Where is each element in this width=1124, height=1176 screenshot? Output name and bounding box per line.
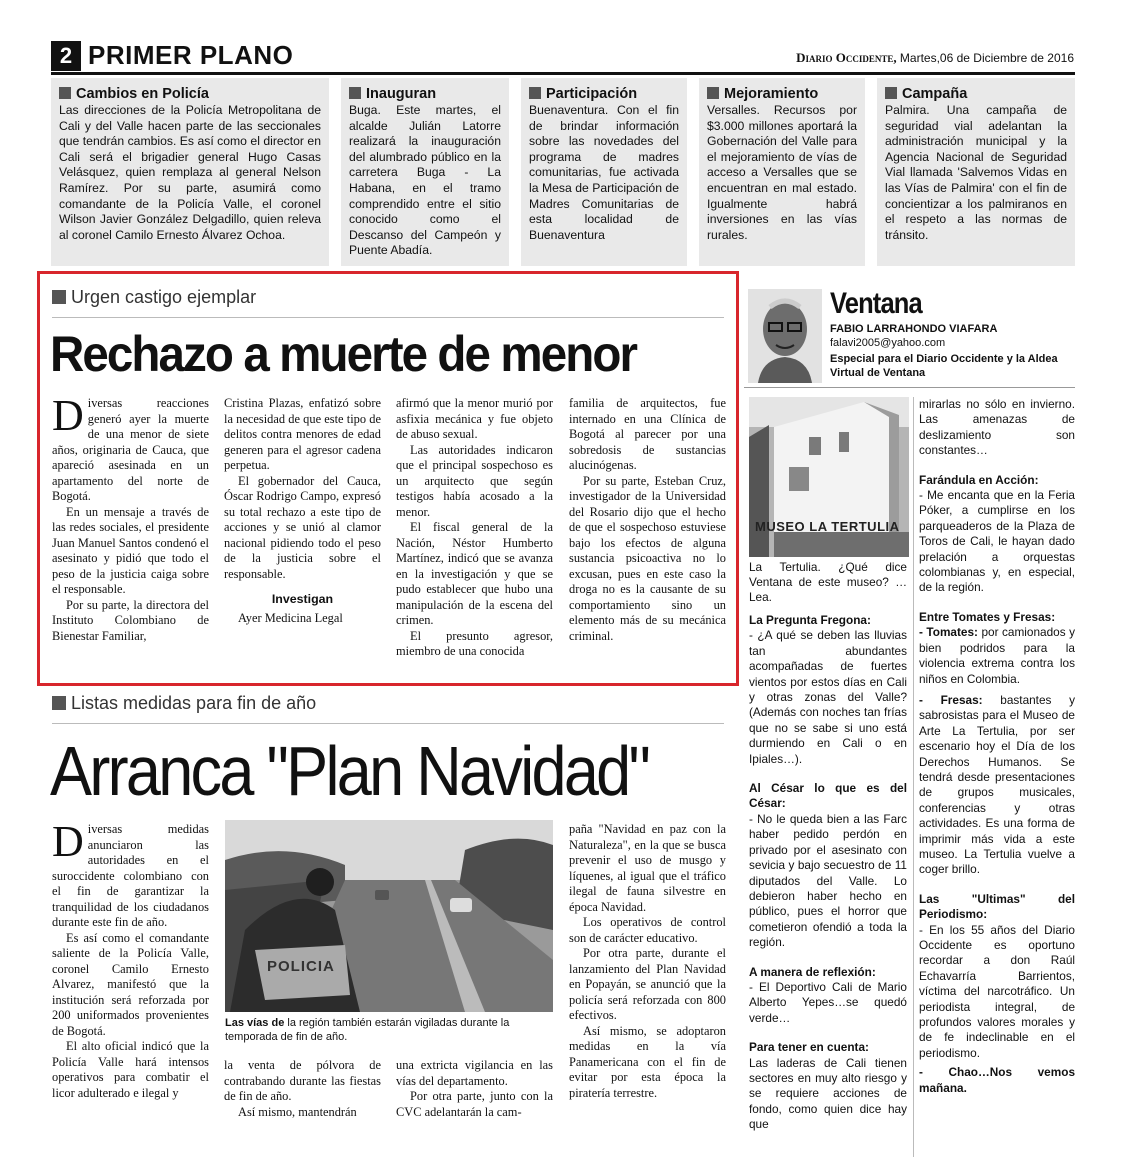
author-email: falavi2005@yahoo.com — [830, 337, 946, 349]
brief-text: Las direcciones de la Policía Metropolitana de Cali y del Valle hacen parte de las seccionales que tendrán cambios. Es así como el director en Cali será el brigadier general Hugo Casas Velásquez, quien remplaza al general Nelson Ramírez. Por su parte, asumirá como comandante de la Policía Valle, el coronel Wilson Javier González Delgadillo, quien releva al coronel Camilo Ernesto Álvarez Ochoa. — [59, 103, 321, 242]
bullet-square-icon — [52, 290, 66, 304]
brief-title: Cambios en Policía — [76, 86, 209, 102]
bullet-square-icon — [52, 696, 66, 710]
brief-text: Palmira. Una campaña de seguridad vial adelantan la administración municipal y la Agencia Nacional de Seguridad Vial llamada 'Salvemos Vidas en las Vías de Palmira' con el fin de concientizar a los palmiranos en el respeto a las normas de tránsito. — [885, 103, 1067, 242]
article1-kicker: Urgen castigo ejemplar — [52, 287, 256, 308]
museum-photo — [749, 397, 909, 557]
article2-col2: la venta de pólvora de contrabando durante las fiestas de fin de año. Así mismo, mantendrán — [224, 1058, 381, 1119]
article1-subhead: Investigan — [271, 592, 334, 606]
bullet-square-icon — [349, 87, 361, 99]
drop-cap: D — [52, 817, 84, 866]
article1-col3: afirmó que la menor murió por asfixia mecánica y fue objeto de abuso sexual. Las autoridades indicaron que el principal sospechoso es un arquitecto que según testigos había acosado a la menor. El fiscal general de la Nación, Néstor Humberto Martínez, indicó que se avanza en la investigación y que se pudo establecer que hubo una manipulación de la escena del crimen. El presunto agresor, miembro de una conocida — [396, 396, 553, 658]
article2-headline: Arranca "Plan Navidad" — [50, 732, 649, 810]
kicker-rule — [52, 317, 724, 318]
drop-cap: D — [52, 391, 84, 440]
article1-col4: familia de arquitectos, fue internado en una Clínica de Bogotá al parecer por una sobredosis de sustancias alucinógenas. Por su parte, Esteban Cruz, investigador de la Universidad del Rosario dijo que el hecho de que el sospechoso estuviese bajo los efectos de alguna sustancia psicoactiva no lo excusan, pues en este caso la droga no es la causante de su comportamiento sino un elemento más de su mecánica criminal. — [569, 396, 726, 643]
brief-cambios — [51, 78, 329, 266]
paper-name: Diario Occidente, — [796, 50, 897, 65]
brief-text: Versalles. Recursos por $3.000 millones aportará la Gobernación del Valle para el mejoramiento de vías de acceso a Versalles que se encuentran en mal estado. Igualmente habrá inversiones en las vías rurales. — [707, 103, 857, 242]
author-avatar-icon — [748, 289, 822, 383]
kicker-rule — [52, 723, 724, 724]
photo-caption: Las vías de la región también estarán vigiladas durante la temporada de fin de año. — [225, 1017, 510, 1043]
author-portrait — [748, 289, 822, 383]
brief-title: Participación — [546, 86, 638, 102]
article2-kicker: Listas medidas para fin de año — [52, 693, 316, 714]
bullet-square-icon — [707, 87, 719, 99]
column-divider — [913, 397, 914, 1157]
article1-col2: Cristina Plazas, enfatizó sobre la necesidad de que este tipo de delitos contra menores de edad generen para el agresor cadena perpetua. El gobernador del Cauca, Óscar Rodrigo Campo, expresó su total rechazo a este tipo de acciones y se unió al clamor nacional pidiendo todo el peso de la justicia sobre el responsable. Investigan Ayer Medicina Legal — [224, 396, 381, 625]
section-title: PRIMER PLANO — [88, 40, 294, 70]
ventana-right-col: mirarlas no sólo en invierno. Las amenazas de deslizamiento son constantes… Farándula en Acción: - Me encanta que en la Feria Póker, a cumplirse en los parqueaderos de la Plaza de Toros de Cali, le hayan dado prelación a orquestas colombianas y, en especial, de la región. Entre Tomates y Fresas: - Tomates: por camionados y bien podridos para la violencia extrema contra los niños en Colombia. - Fresas: bastantes y sabrosistas para el Museo de Arte La Tertulia, por ser escenario hoy el Día de los Derechos Humanos. Se tendrá desde presentaciones de grupos musicales, conferencias y otras actividades. Es una forma de imprimir más vida a este museo. La Tertulia vuelve a coger brillo. Las "Ultimas" del Periodismo: - En los 55 años del Diario Occidente es oportuno recordar a don Raúl Echavarría Barrientos, víctima del narcotráfico. Un periodista integral, de profundos valores morales y de fe indeclinable en el periodismo. - Chao…Nos vemos mañana. — [919, 397, 1075, 1095]
header-rule — [51, 72, 1075, 75]
brief-campana — [877, 78, 1075, 266]
page-number: 2 — [59, 43, 73, 68]
bullet-square-icon — [885, 87, 897, 99]
museum-caption: La Tertulia. ¿Qué dice Ventana de este museo? …Lea. — [749, 560, 907, 604]
brief-inauguran — [341, 78, 509, 266]
article1-col1: Diversas reacciones generó ayer la muerte de una menor de siete años, originaria de Cauca, que apareció asesinada en un apartamento del norte de Bogotá. En un mensaje a través de las redes sociales, el presidente Juan Manuel Santos condenó el asesinato y pidió que todo el peso de la justicia caiga sobre el responsable. Por su parte, la directora del Instituto Colombiano de Bienestar Familiar, — [52, 391, 209, 643]
brief-title: Campaña — [902, 86, 968, 102]
road-scene-icon — [225, 820, 553, 1012]
ventana-left-col: La Pregunta Fregona: - ¿A qué se deben las lluvias tan abundantes acompañadas de fuertes vientos por estos días en Cali y otras zonas del Valle? (Además con noches tan frías que no se sabe si uno está durmiendo en Cali o en Ipiales…). Al César lo que es del César: - No le queda bien a las Farc haber pedido perdón en privado por el asesinato con sevicia y bajo secuestro de 11 diputados del Valle. Lo debieron haber hecho en público, pues el horror que cometieron ofendió a toda la región. A manera de reflexión: - El Deportivo Cali de Mario Alberto Yepes…se quedó verde… Para tener en cuenta: Las laderas de Cali tienen sectores en muy alto riesgo y se requiere acciones de fondo, como quien dice hay que — [749, 613, 907, 1132]
article1-headline: Rechazo a muerte de menor — [50, 326, 637, 382]
vest-text: POLICIA — [267, 958, 335, 975]
bullet-square-icon — [529, 87, 541, 99]
column-name: Ventana — [830, 287, 922, 320]
brief-participacion — [521, 78, 687, 266]
brief-title: Mejoramiento — [724, 86, 819, 102]
masthead-line — [796, 50, 1074, 66]
article2-col3: una extricta vigilancia en las vías del departamento. Por otra parte, junto con la CVC adelantarán la cam- — [396, 1058, 553, 1119]
issue-date: Martes,06 de Diciembre de 2016 — [899, 51, 1074, 65]
brief-title: Inauguran — [366, 86, 437, 102]
ventana-header — [744, 285, 1075, 388]
bullet-square-icon — [59, 87, 71, 99]
article2-col4: paña "Navidad en paz con la Naturaleza", en la que se busca prevenir el uso de musgo y líquenes, al igual que el tráfico ilegal de fauna silvestre en época Navidad. Los operativos de control son de carácter educativo. Por otra parte, durante el lanzamiento del Plan Navidad en Popayán, se anunció que la policía será reforzada con 800 efectivos. Así mismo, se adoptaron medidas en la vía Panamericana con el fin de evitar por esta época la piratería terrestre. — [569, 822, 726, 1100]
brief-text: Buenaventura. Con el fin de brindar información sobre las novedades del programa de madres comunitarias, fue activada la Mesa de Participación de Madres Comunitarias de esta localidad de Buenaventura — [529, 103, 679, 242]
brief-mejoramiento — [699, 78, 865, 266]
museum-sign: MUSEO LA TERTULIA — [755, 519, 900, 534]
article2-col1: Diversas medidas anunciaron las autoridades en el suroccidente colombiano con el fin de garantizar la tranquilidad de los ciudadanos durante este fin de año. Es así como el comandante saliente de la Policía Valle, coronel Camilo Ernesto Alvarez, manifestó que la institución será reforzada por 200 uniformados provenientes de Bogotá. El alto oficial indicó que la Policía Valle hará intensos operativos para combatir el licor adulterado e ilegal y — [52, 817, 209, 1100]
column-special: Especial para el Diario Occidente y la Aldea Virtual de Ventana — [830, 353, 1058, 379]
page-number-box — [51, 41, 81, 71]
brief-text: Buga. Este martes, el alcalde Julián Latorre realizará la inauguración del alumbrado público en la carretera Buga - La Habana, en el tramo comprendido entre el sitio conocido como el Descanso del Campeón y Puente Abadía. — [349, 103, 501, 258]
police-road-photo — [225, 820, 553, 1012]
author-name: FABIO LARRAHONDO VIAFARA — [830, 323, 998, 335]
